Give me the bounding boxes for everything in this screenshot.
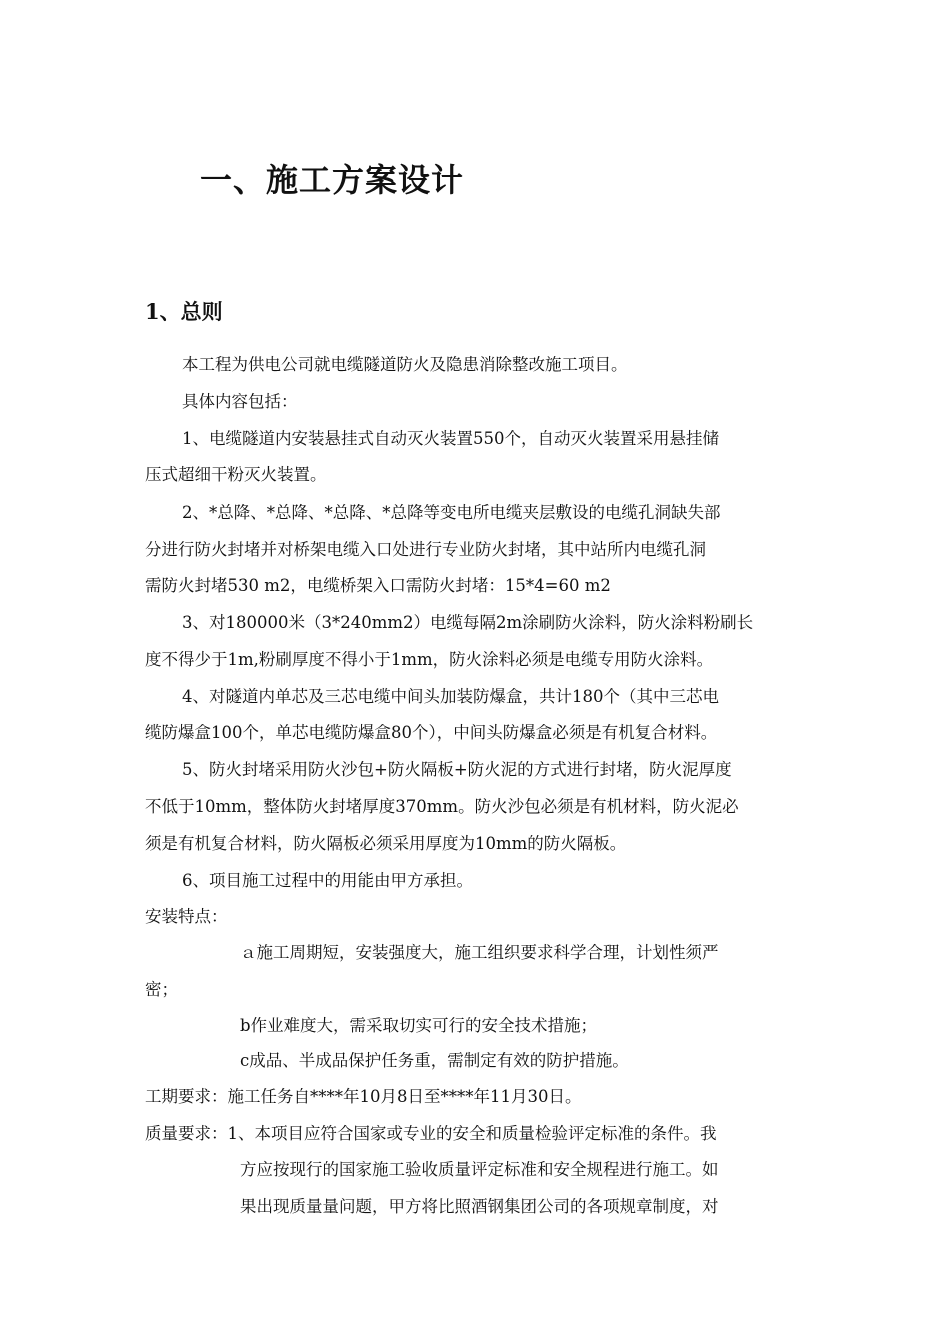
paragraph-line: 缆防爆盒100个，单芯电缆防爆盒80个），中间头防爆盒必须是有机复合材料。 <box>145 723 718 742</box>
paragraph-line: 5、防火封堵采用防火沙包+防火隔板+防火泥的方式进行封堵，防火泥厚度 <box>182 760 732 779</box>
paragraph-line: 须是有机复合材料，防火隔板必须采用厚度为10mm的防火隔板。 <box>145 834 627 853</box>
paragraph-line: 密； <box>145 980 178 999</box>
paragraph-line: 4、对隧道内单芯及三芯电缆中间头加装防爆盒，共计180个（其中三芯电 <box>182 687 719 706</box>
paragraph-line: c成品、半成品保护任务重，需制定有效的防护措施。 <box>240 1051 629 1070</box>
paragraph-line: 不低于10mm，整体防火封堵厚度370mm。防火沙包必须是有机材料，防火泥必 <box>145 797 739 816</box>
paragraph-line: 度不得少于1m,粉刷厚度不得小于1mm，防火涂料必须是电缆专用防火涂料。 <box>145 650 714 669</box>
paragraph-line: 3、对180000米（3*240mm2）电缆每隔2m涂刷防火涂料，防火涂料粉刷长 <box>182 613 754 632</box>
paragraph-line: 需防火封堵530 m2，电缆桥架入口需防火封堵：15*4=60 m2 <box>145 576 611 595</box>
paragraph-line: 本工程为供电公司就电缆隧道防火及隐患消除整改施工项目。 <box>182 355 628 374</box>
section-heading: 1、总则 <box>145 299 223 324</box>
paragraph-line: 质量要求：1、本项目应符合国家或专业的安全和质量检验评定标准的条件。我 <box>145 1124 717 1143</box>
paragraph-line: 工期要求：施工任务自****年10月8日至****年11月30日。 <box>145 1087 582 1106</box>
paragraph-line: 方应按现行的国家施工验收质量评定标准和安全规程进行施工。如 <box>240 1160 719 1179</box>
document-title: 一、施工方案设计 <box>200 161 465 199</box>
paragraph-line: 果出现质量量问题，甲方将比照酒钢集团公司的各项规章制度，对 <box>240 1197 719 1216</box>
paragraph-line: 分进行防火封堵并对桥架电缆入口处进行专业防火封堵，其中站所内电缆孔洞 <box>145 540 706 559</box>
paragraph-line: ａ施工周期短，安装强度大，施工组织要求科学合理，计划性须严 <box>240 943 719 962</box>
paragraph-line: 2、*总降、*总降、*总降、*总降等变电所电缆夹层敷设的电缆孔洞缺失部 <box>182 503 721 522</box>
paragraph-line: 1、电缆隧道内安装悬挂式自动灭火装置550个，自动灭火装置采用悬挂储 <box>182 429 719 448</box>
paragraph-line: 具体内容包括： <box>182 392 298 411</box>
paragraph-line: b作业难度大，需采取切实可行的安全技术措施； <box>240 1016 598 1035</box>
paragraph-line: 6、项目施工过程中的用能由甲方承担。 <box>182 871 473 890</box>
paragraph-line: 安装特点： <box>145 907 228 926</box>
paragraph-line: 压式超细干粉灭火装置。 <box>145 465 327 484</box>
